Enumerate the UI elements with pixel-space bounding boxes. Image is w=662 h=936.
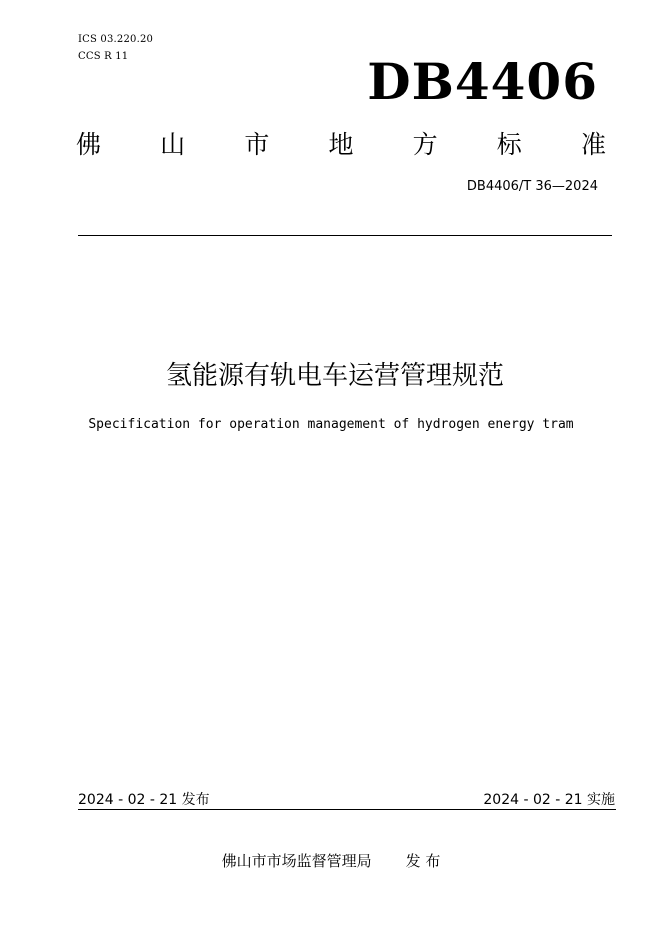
heading-char: 方 <box>412 130 438 159</box>
issuer-line <box>0 851 662 871</box>
ccs-code: CCS R 11 <box>78 51 129 62</box>
heading-char: 市 <box>244 130 270 159</box>
standard-code-logo: DB4406 <box>367 52 598 111</box>
document-title-zh <box>0 358 662 394</box>
heading-char: 佛 <box>76 130 102 159</box>
heading-char: 标 <box>496 130 522 159</box>
heading-char: 山 <box>160 130 186 159</box>
issuer-name: 佛山市市场监督管理局 <box>221 852 372 870</box>
heading-char: 准 <box>580 130 606 159</box>
issue-date: 2024 - 02 - 21 发布 <box>78 792 210 808</box>
issue-verb: 发 布 <box>405 852 441 870</box>
heading-char: 地 <box>328 130 354 159</box>
ics-code: ICS 03.220.20 <box>78 34 154 45</box>
implementation-date: 2024 - 02 - 21 实施 <box>483 792 615 808</box>
document-title-en: Specification for operation management of hydrogen energy tram <box>88 417 574 432</box>
local-standard-heading <box>76 128 606 162</box>
standard-number: DB4406/T 36—2024 <box>466 179 598 194</box>
header-divider <box>78 235 612 236</box>
title-zh-text: 氢能源有轨电车运营管理规范 <box>165 361 504 391</box>
footer-divider <box>78 809 616 810</box>
